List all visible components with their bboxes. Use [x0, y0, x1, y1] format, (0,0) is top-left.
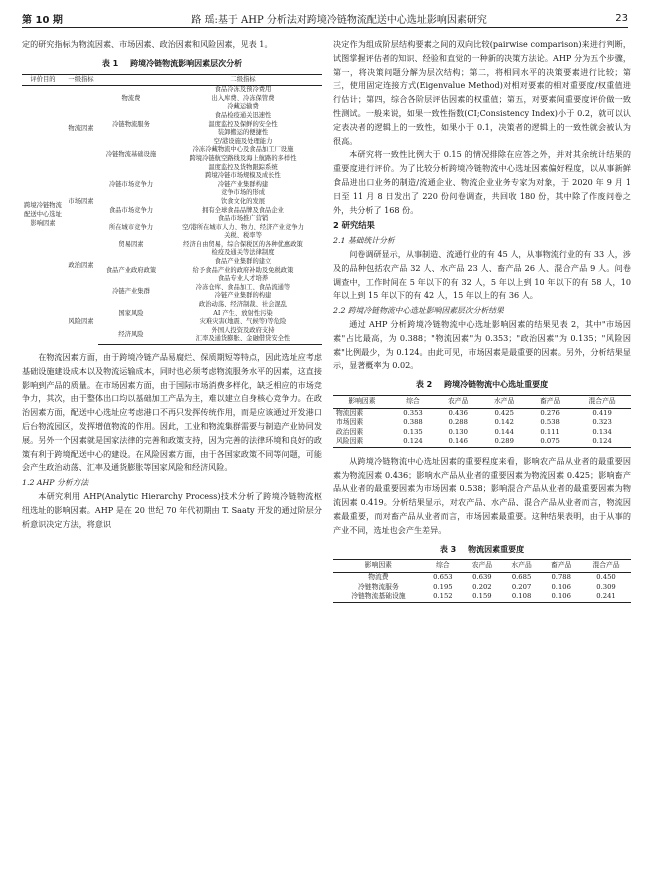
table2-header: 混合产品: [573, 395, 631, 408]
table1-item: 经济自由贸易，综合保税区的各种优惠政策: [183, 240, 303, 248]
paragraph: 通过 AHP 分析跨境冷链物流中心选址影响因素的结果见表 2，其中"市场因素"占比最高，为 0.388；"物流因素"为 0.353；"政治因素"为 0.135；"风险因素"比例最少，为 0.124。由此可见，市场因素是最重要的因素。另外，分析结果显示，显著概率为 0.02。: [333, 318, 631, 371]
table-cell: 0.288: [448, 418, 468, 427]
table-cell: 0.108: [502, 592, 542, 602]
table1-l2: 物流费: [121, 94, 141, 102]
table-cell: 物流费: [368, 573, 389, 582]
table1-item: 外国人投资及政府支持: [211, 326, 275, 334]
table1-l2: 食品产业政府政策: [105, 266, 157, 274]
table-cell: 0.134: [592, 427, 612, 436]
table3-number: 表 3: [439, 544, 457, 554]
table-cell: 0.111: [540, 427, 560, 436]
table-cell: 0.653: [433, 573, 453, 582]
table-cell: 0.436: [448, 408, 468, 417]
table-cell: 0.538: [540, 418, 560, 427]
paragraph: 问卷调研显示，从事制造、流通行业的有 45 人，从事物流行业的有 33 人，涉及的品种包括农产品 32 人、水产品 23 人、畜产品 26 人、混合产品 9 人。问卷调查中，工作时间在 5 年以下的有 32 人，5 年以上到 10 年以下的有 58 人，10 年以上到 15 年以下的有 42 人，15 年以上的有 36 人。: [333, 248, 631, 301]
table1-item: 冷链产业集群的构建: [214, 292, 272, 300]
table-cell: 0.309: [596, 582, 616, 591]
table1-l1: 政治因素: [68, 262, 94, 270]
table1-item: 食品产业集群的建立: [214, 258, 272, 266]
table-cell: 0.353: [403, 408, 423, 417]
table1-header: 二级指标: [164, 74, 322, 86]
table-cell: 0.106: [551, 582, 571, 591]
table2-header: 农产品: [435, 395, 481, 408]
table1-l2: 冷链物流服务: [112, 120, 150, 128]
table1-items: [164, 86, 322, 112]
table1-item: 食品专业人才培养: [217, 275, 269, 283]
table1-items: [164, 138, 322, 172]
table3-header: 综合: [424, 560, 462, 573]
table-cell: 0.142: [494, 418, 514, 427]
table-cell: 市场因素: [336, 418, 364, 427]
table1-item: 冷冻仓库、食品加工、食品流通等: [195, 283, 291, 291]
subsection-heading: 1.2 AHP 分析方法: [22, 478, 89, 488]
table-cell: 0.159: [462, 592, 502, 602]
table1-item: 汇率及通货膨胀、金融借贷安全性: [195, 335, 291, 343]
table1-caption: [22, 57, 322, 71]
table2-header: 影响因素: [333, 395, 391, 408]
table2-header: 综合: [391, 395, 435, 408]
table1-l2: 经济风险: [98, 327, 164, 345]
paragraph: 本研究将一致性比例大于 0.15 的情况排除在应答之外，并对其余统计结果的重要度进行评价。为了比较分析跨境冷链物流中心选址因素偏好程度，以从事新鲜食品进出口业务的制造/流通企业、物流企业业务专家为对象，于 2020 年 9 月 1 日至 11 月 8 日发出了 220 份问卷调查，共回收 180 份，其中除了作废问卷之外，共分析了 168 份。: [333, 149, 631, 215]
table1-items: [164, 327, 322, 345]
table1-item: AI 产生、放射性污染: [213, 309, 273, 317]
table-cell: 0.241: [581, 592, 631, 602]
issue-number: 第 10 期: [22, 14, 63, 26]
table-row: [333, 428, 631, 438]
table1-l1: 风险因素: [68, 318, 94, 326]
table1-items: [164, 112, 322, 138]
table1-item: 温度监控及保鲜的安全性: [208, 120, 278, 128]
table1-item: 食品冷冻及预冷费用: [214, 86, 272, 94]
table3-header: 农产品: [462, 560, 502, 573]
table-cell: 风险因素: [333, 437, 391, 447]
table1-items: [164, 232, 322, 258]
table1-l2: 冷链产业集群: [112, 288, 150, 296]
table1-items: [164, 198, 322, 224]
table-cell: 0.075: [527, 437, 573, 447]
table1-item: 温度监控及货物跟踪系统: [208, 163, 278, 171]
table-cell: 0.130: [448, 427, 468, 436]
table-row: [333, 418, 631, 428]
table1-item: 灾难灾害(地震、气候等)等危险: [199, 318, 287, 326]
table3: [333, 559, 631, 602]
table1-item: 拥有全球食品品牌及食品企业: [202, 206, 284, 214]
table1-l1: 物流因素: [68, 124, 94, 132]
left-column: [22, 38, 322, 531]
table-cell: 冷链物流基础设施: [333, 592, 424, 602]
table1-title: 跨境冷链物流影响因素层次分析: [130, 58, 243, 68]
table3-caption: [333, 543, 631, 557]
table1-l2: 食品市场竞争力: [108, 206, 154, 214]
header-rule: [22, 27, 628, 28]
table-cell: 0.146: [435, 437, 481, 447]
table1-items: [164, 301, 322, 327]
table-row: [333, 408, 631, 418]
table1-header: 评价目的: [22, 74, 64, 86]
table1: [22, 74, 322, 345]
table3-header: 水产品: [502, 560, 542, 573]
table1-item: 空/港设施及处理能力: [213, 137, 273, 145]
table1-l2: 国家风险: [118, 309, 144, 317]
table1-header: [98, 74, 164, 86]
table1-l2: 冷链市场竞争力: [108, 180, 154, 188]
table-cell: 0.685: [511, 573, 532, 582]
table2-title: 跨境冷链物流中心选址重要度: [444, 380, 549, 390]
table3-title: 物流因素重要度: [468, 544, 525, 554]
table-cell: 0.124: [573, 437, 631, 447]
table2: [333, 395, 631, 448]
paragraph: 从跨境冷链物流中心选址因素的重要程度来看，影响农产品从业者的最重要因素为物流因素 0.436；影响水产品从业者的重要因素为物流因素 0.425；影响畜产品从业者的最重要因素为市场因素 0.538；影响混合产品从业者的最重要因素为物流因素 0.419。分析结果显示，对农产品、水产品、混合产品从业者而言，物流因素最重要，而对畜产品从业者而言，市场因素最重要。这种结果表明，由于从事的产业不同，选址也会产生差异。: [333, 455, 631, 535]
table-cell: 0.202: [472, 582, 492, 591]
table-row: [333, 573, 631, 583]
table1-item: 装卸搬运的便捷性: [217, 129, 269, 137]
table2-header: 畜产品: [527, 395, 573, 408]
table1-number: 表 1: [101, 58, 119, 68]
table-cell: 0.152: [424, 592, 462, 602]
table1-item: 食品市场推广营销: [217, 215, 269, 223]
table1-item: 空/港所在城市人力、物力、经济产业竞争力: [182, 223, 304, 231]
table-cell: 0.135: [403, 427, 423, 436]
table-cell: 冷链物流服务: [357, 582, 399, 591]
table-cell: 0.106: [541, 592, 581, 602]
table1-items: [164, 284, 322, 301]
table-cell: 0.144: [494, 427, 514, 436]
table1-item: 冷冻冷藏物流中心及食品加工厂设施: [192, 146, 294, 154]
subsection-heading: 2.2 跨境冷链物流中心选址影响因素层次分析结果: [333, 306, 504, 316]
table-cell: 物流因素: [336, 408, 364, 417]
table1-items: [164, 258, 322, 284]
table-cell: 0.276: [540, 408, 560, 417]
table1-item: 跨境冷链航空路线及海上航路的多样性: [189, 154, 297, 162]
table-cell: 0.788: [551, 573, 571, 582]
table1-l2: 贸易因素: [118, 240, 144, 248]
table-cell: 政治因素: [336, 427, 364, 436]
table1-item: 出入库费、冷冻保管费: [211, 94, 275, 102]
paragraph: 本研究利用 AHP(Analytic Hierarchy Process)技术分析了跨境冷链物流枢纽选址的影响因素。AHP 是在 20 世纪 70 年代初期由 T. Saaty 开发的通过阶层分析意识决定方法，将意识: [22, 490, 322, 529]
table2-header: 水产品: [481, 395, 527, 408]
paragraph: 决定作为组成阶层结构要素之间的双向比较(pairwise comparison)来进行判断，试图掌握评估者的知识、经验和直觉的一种新的决策方法论。AHP 分为五个步骤，第一，将决策问题分解为层次结构；第二，将相同水平的决策要素进行比较；第三，使用固定连接方式(Eigenvalue Method)对相对要素的相对重要度/权重值进行估计；第四，综合各阶层评估因素的权重值；第五，对要素间重要度评价做一致性测试。一般来说，如果一致性指数(CI;Consistency Index)小于 0.2，就可以认定表决者的逻辑上的一致性，如果小于 0.1，决策者的逻辑上的一致性就会被认为很高。: [333, 39, 631, 146]
page-number: 23: [615, 12, 628, 24]
table1-l2: 冷链物流基础设施: [105, 150, 157, 158]
table1-item: 饮食文化的发展: [220, 197, 266, 205]
section-heading: 2 研究结果: [333, 220, 375, 231]
table-row: [333, 592, 631, 602]
table3-header: 影响因素: [333, 560, 424, 573]
running-header: [22, 10, 628, 26]
table1-item: 关税、税率等: [224, 232, 262, 240]
table-cell: 0.388: [403, 418, 423, 427]
table3-header: 混合产品: [581, 560, 631, 573]
subsection-heading: 2.1 基础统计分析: [333, 236, 395, 246]
table-cell: 0.289: [481, 437, 527, 447]
table-cell: 0.639: [472, 573, 492, 582]
table1-l1: 市场因素: [68, 197, 94, 205]
table1-item: 冷链产业集群构建: [217, 180, 269, 188]
table-cell: 0.450: [596, 573, 616, 582]
table2-number: 表 2: [415, 380, 433, 390]
table-cell: 0.323: [592, 418, 612, 427]
table-cell: 0.124: [391, 437, 435, 447]
table1-item: 给予食品产业的政府补助及免税政策: [192, 266, 294, 274]
table-cell: 0.195: [433, 582, 453, 591]
table1-l2: 所在城市竞争力: [108, 223, 154, 231]
table-cell: 0.425: [494, 408, 514, 417]
table1-header: 一级指标: [64, 74, 98, 86]
table1-item: 政治动荡、经济制裁、社会混乱: [198, 301, 288, 309]
table1-items: [164, 172, 322, 198]
table-row: [333, 583, 631, 593]
table1-goal: 跨境冷链物流配送中心选址影响因素: [24, 202, 62, 227]
paragraph: 定的研究指标为物流因素、市场因素、政治因素和风险因素，见表 1。: [22, 39, 273, 49]
table-cell: 0.419: [592, 408, 612, 417]
table3-header: 畜产品: [541, 560, 581, 573]
right-column: [333, 38, 631, 603]
table1-item: 食品检疫通关迅速性: [214, 111, 272, 119]
table-cell: 0.207: [511, 582, 532, 591]
table-row: [333, 437, 631, 447]
paragraph: 在物流因素方面，由于跨境冷链产品易腐烂、保质期短等特点，因此选址应考虑基础设施建设成本以及物流运输成本，同时也必须考虑物流服务水平的因素，这直接影响到产品的质量。在市场因素方面，由于国际市场消费多样化，缺乏相应的市场竞争力，其次，由于整体出口均以基础加工产品为主，难以建立自身核心竞争力。在政治因素方面，配送中心选址应考虑港口不再只发挥传统作用，而是应该通过开发港口后台物流园区，发挥增值物流的作用。因此，工业和物流集群需要与制造产业协同发展。另外一个因素就是国家法律的完善和政策支持，因为完善的法律环境和良好的政策有利于跨境配送中心的建设。在风险因素方面，由于各国家政策不同等问题，可能会产生政治动荡、汇率及通货膨胀等国家风险和经济风险。: [22, 352, 322, 473]
table1-item: 检疫及通关等法律制度: [211, 249, 275, 257]
table2-caption: [333, 378, 631, 392]
table1-item: 竞争市场的形成: [220, 189, 266, 197]
table1-items: [164, 224, 322, 233]
running-title: 路 瑶:基于 AHP 分析法对跨境冷链物流配送中心选址影响因素研究: [191, 14, 487, 26]
table1-item: 冷藏运输费: [227, 103, 259, 111]
table1-item: 跨境冷链市场规模及成长性: [205, 172, 281, 180]
